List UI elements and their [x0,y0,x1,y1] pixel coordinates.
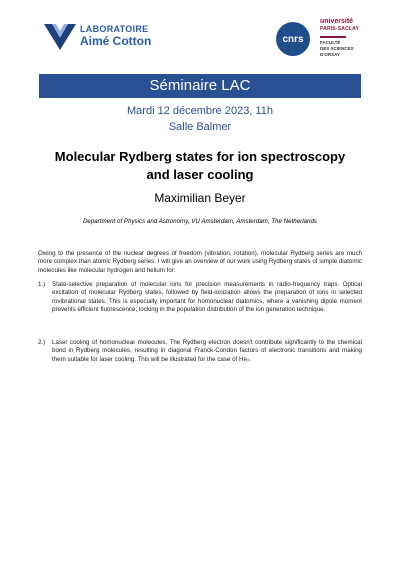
talk-title-line1: Molecular Rydberg states for ion spectroscopy [54,149,346,164]
speaker-affiliation: Department of Physics and Astronomy, VU Amsterdam, Amsterdam, The Netherlands [82,218,318,225]
ups-line1: université [320,18,354,25]
talk-title [30,148,370,184]
abstract-item [38,339,362,364]
ups-line3a: FACULTÉ [320,40,341,45]
lac-text [80,24,151,48]
ups-divider [320,36,346,38]
lac-line2: Aimé Cotton [80,34,152,48]
talk-title-line2: and laser cooling [146,167,254,182]
item-number: 2.) [38,339,46,346]
lac-triangle-icon [44,22,76,52]
cnrs-logo: cnrs [276,22,310,56]
abstract-intro: Owing to the presence of the nuclear degrees of freedom (vibration, rotation), molecular Rydberg series are much more complex than atomic Rydberg series. I will give an overview of our work using Rydberg states of simple diatomic molecules like molecular hydrogen and helium for: [38,250,362,274]
abstract-item [38,281,362,315]
item-text: Laser cooling of homonuclear molecules. The Rydberg electron doesn't contribute significantly to the chemical bond in Rydberg molecules, resulting in diagonal Franck-Condon factors of electronic transitions and making them suitable for laser cooling. This will be illustrated for the case of He₂. [52,339,362,363]
header [0,0,400,66]
lac-line1: LABORATOIRE [80,24,149,34]
lac-logo [44,20,154,54]
seminar-banner: Séminaire LAC [39,74,361,98]
seminar-date: Mardi 12 décembre 2023, 11h [127,105,273,117]
ups-line3b: DES SCIENCES [320,46,354,51]
speaker-name: Maximilian Beyer [154,191,246,205]
item-text: State-selective preparation of molecular ions for precision measurements in radio-frequency traps. Optical excitation of molecular Rydberg states, followed by field-ionization allows the preparation of ions in selected rovibrational states. This is especially important for homonuclear diatomics, where a vanishing dipole moment prevents efficient fluorescence, locking in the population distribution of the ion generation technique. [52,281,362,314]
ups-line2: PARIS-SACLAY [320,26,360,32]
ups-line3c: D'ORSAY [320,52,340,57]
seminar-room: Salle Balmer [168,121,232,133]
item-number: 1.) [38,281,46,288]
ups-logo [320,18,380,58]
